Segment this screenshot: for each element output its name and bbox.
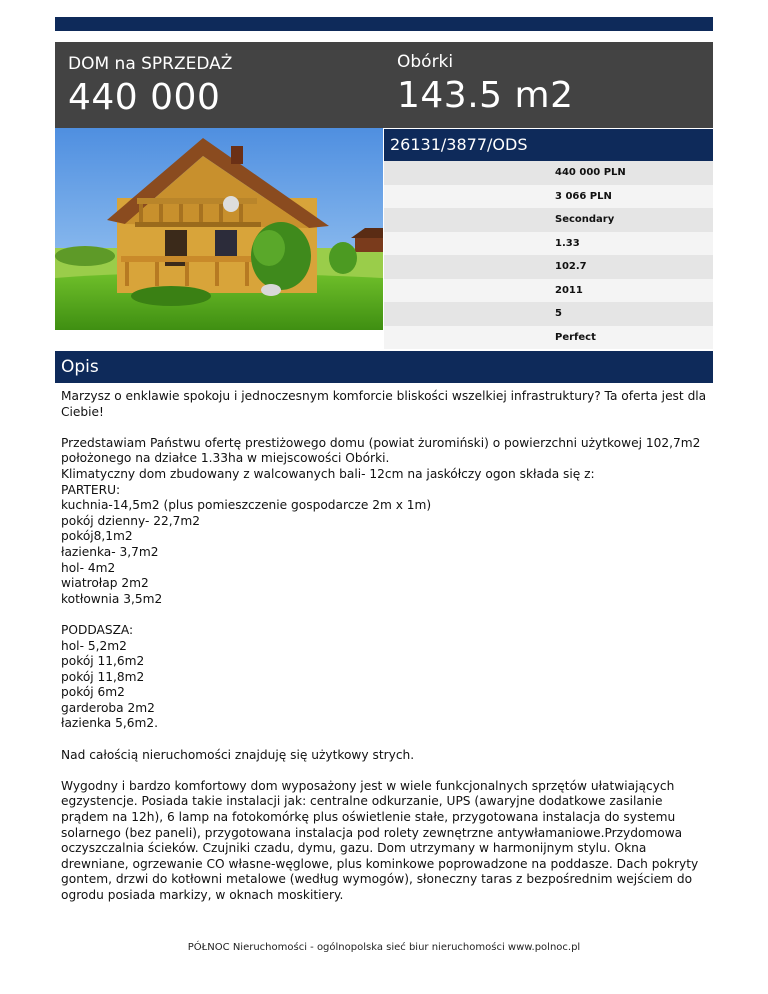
description-paragraph: PODDASZA: hol- 5,2m2 pokój 11,6m2 pokój 11,8m2 pokój 6m2 garderoba 2m2 łazienka 5,6m2. — [61, 622, 159, 731]
house-photo — [55, 128, 383, 330]
fact-row-plot: 1.33 — [384, 232, 713, 256]
header-right — [397, 52, 573, 116]
description — [61, 389, 711, 919]
fact-row-price: 440 000 PLN — [384, 161, 713, 185]
fact-row-market: Secondary — [384, 208, 713, 232]
listing-location: Obórki — [397, 52, 454, 72]
fact-row-usable-area: 102.7 — [384, 255, 713, 279]
listing-reference: 26131/3877/ODS — [384, 129, 713, 161]
description-paragraph: Nad całością nieruchomości znajduję się użytkowy strych. — [61, 747, 415, 762]
fact-row-price-per-m2: 3 066 PLN — [384, 185, 713, 209]
fact-row-rooms: 5 — [384, 302, 713, 326]
fact-row-year: 2011 — [384, 279, 713, 303]
top-bar — [55, 17, 713, 31]
listing-type-label: DOM na SPRZEDAŻ — [68, 54, 233, 74]
facts-table — [384, 161, 713, 349]
section-title: Opis — [55, 351, 713, 383]
footer: PÓŁNOC Nieruchomości - ogólnopolska sieć biur nieruchomości www.polnoc.pl — [187, 942, 581, 953]
header-left — [68, 54, 232, 118]
listing-price: 440 000 — [68, 77, 221, 118]
description-paragraph: Wygodny i bardzo komfortowy dom wyposażony jest w wiele funkcjonalnych sprzętów ułatwiających egzystencje. Posiada takie instalacji jak: centralne odkurzanie, UPS (awaryjne dodatkowe zasilanie prądem na 12h), 6 lamp na fotokomórkę plus oświetlenie stałe, przygotowana instalacja do systemu solarnego (bez paneli), przygotowana instalacja pod rolety zewnętrzne antywłamaniowe.Przydomowa oczyszczalnia ścieków. Czujniki czadu, dymu, gazu. Dom utrzymany w harmonijnym stylu. Okna drewniane, ogrzewanie CO własne-węglowe, plus kominkowe poprowadzone na poddasze. Dach pokryty gontem, drzwi do kotłowni metalowe (według wymogów), słoneczny taras z bezpośrednim wejściem do ogrodu posiada markizy, w oknach moskitiery. — [61, 778, 699, 902]
listing-header — [55, 42, 713, 128]
listing-area: 143.5 m2 — [397, 75, 574, 116]
description-paragraph: Marzysz o enklawie spokoju i jednoczesnym komforcie bliskości wszelkiej infrastruktury? Ta oferta jest dla Ciebie! — [61, 389, 707, 419]
description-paragraph: Przedstawiam Państwu ofertę prestiżowego domu (powiat żuromiński) o powierzchni użytkowej 102,7m2 położonego na działce 1.33ha w miejscowości Obórki. Klimatyczny dom zbudowany z walcowanych bali- 12cm na jaskółczy ogon składa się z: PARTERU: kuchnia-14,5m2 (plus pomieszczenie gospodarcze 2m x 1m) pokój dzienny- 22,7m2 pokój8,1m2 łazienka- 3,7m2 hol- 4m2 wiatrołap 2m2 kotłownia 3,5m2 — [61, 435, 701, 606]
fact-row-condition: Perfect — [384, 326, 713, 350]
